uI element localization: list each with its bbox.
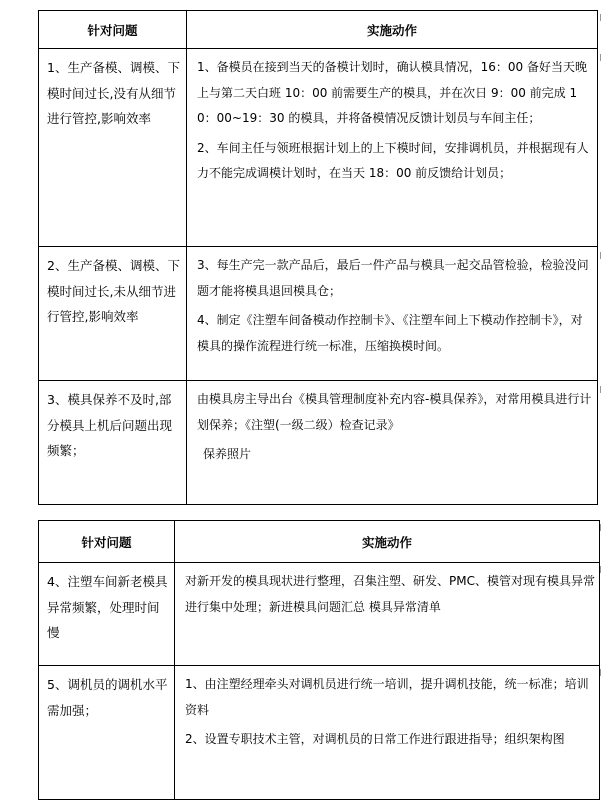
action-cell [187, 49, 598, 247]
action-cell [187, 381, 598, 505]
row-end-marker [600, 54, 603, 61]
row-end-marker [600, 252, 603, 259]
table-header-row [39, 521, 600, 563]
action-cell [187, 247, 598, 381]
table-row [39, 247, 598, 381]
measures-table-2 [38, 520, 600, 800]
issue-cell: 2、生产备模、调模、下模时间过长,未从细节进行管控,影响效率 [39, 247, 187, 381]
action-paragraph: 4、制定《注塑车间备模动作控制卡》、《注塑车间上下模动作控制卡》，对模具的操作流程进行统一标准，压缩换模时间。 [197, 313, 583, 353]
action-paragraph: 保养照片 [203, 447, 252, 461]
table-row [39, 381, 598, 505]
row-end-marker [600, 524, 603, 531]
table-row [39, 666, 600, 800]
action-paragraph: 1、由注塑经理牵头对调机员进行统一培训，提升调机技能，统一标准；培训资料 [185, 677, 589, 717]
header-action: 实施动作 [187, 11, 598, 49]
issue-cell: 4、注塑车间新老模具异常频繁，处理时间慢 [39, 563, 175, 666]
action-cell [175, 666, 600, 800]
row-end-marker [600, 14, 603, 21]
issue-cell: 5、调机员的调机水平需加强； [39, 666, 175, 800]
action-paragraph: 2、车间主任与领班根据计划上的上下模时间，安排调机员，并根据现有人力不能完成调模计划时，在当天 18：00 前反馈给计划员； [197, 140, 589, 180]
table-row [39, 563, 600, 666]
action-paragraph: 由模具房主导出台《模具管理制度补充内容-模具保养》，对常用模具进行计划保养；《注塑(一级二级）检查记录》 [197, 392, 592, 432]
measures-table-1 [38, 10, 598, 505]
row-end-marker [600, 566, 603, 573]
header-issue: 针对问题 [39, 11, 187, 49]
header-issue: 针对问题 [39, 521, 175, 563]
issue-cell: 3、模具保养不及时,部分模具上机后问题出现频繁； [39, 381, 187, 505]
action-paragraph: 2、设置专职技术主管，对调机员的日常工作进行跟进指导；组织架构图 [185, 732, 565, 746]
action-paragraph: 1、备模员在接到当天的备模计划时，确认模具情况，16：00 备好当天晚上与第二天白班 10：00 前需要生产的模具，并在次日 9：00 前完成 10：00~19：30 的模具，并将备模情况反馈计划员与车间主任； [197, 60, 587, 125]
row-end-marker [600, 669, 603, 676]
row-end-marker [600, 386, 603, 393]
action-cell [175, 563, 600, 666]
table-header-row [39, 11, 598, 49]
table-row [39, 49, 598, 247]
issue-cell: 1、生产备模、调模、下模时间过长,没有从细节进行管控,影响效率 [39, 49, 187, 247]
action-paragraph: 对新开发的模具现状进行整理，召集注塑、研发、PMC、模管对现有模具异常进行集中处理；新进模具问题汇总 模具异常清单 [185, 574, 595, 614]
header-action: 实施动作 [175, 521, 600, 563]
action-paragraph: 3、每生产完一款产品后，最后一件产品与模具一起交品管检验，检验没问题才能将模具退回模具仓； [197, 258, 589, 298]
